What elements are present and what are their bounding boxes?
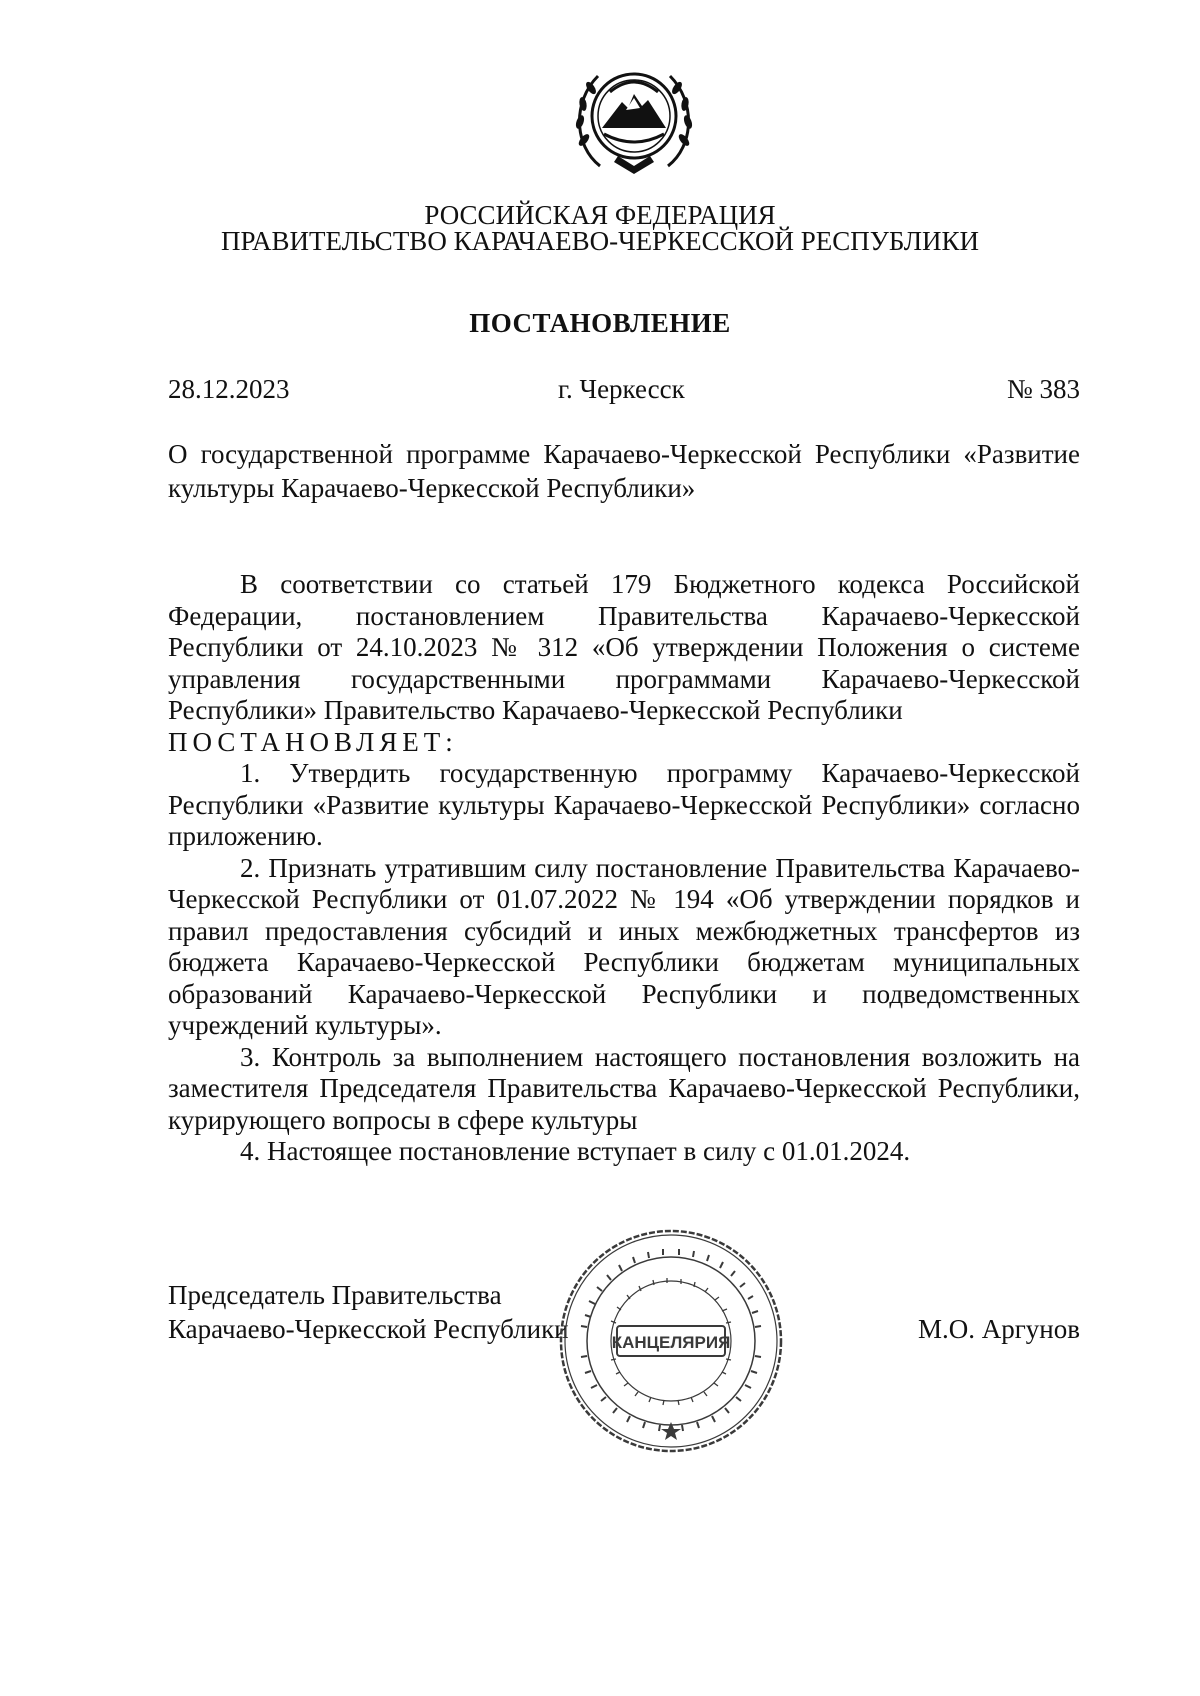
official-seal-icon	[555, 1225, 787, 1457]
seal-center-text: КАНЦЕЛЯРИЯ	[611, 1333, 731, 1352]
resolution-item: 2. Признать утратившим силу постановление Правительства Карачаево-Черкесской Республики от 01.07.2022 № 194 «Об утверждении порядков и правил предоставления субсидий и иных межбюджетных трансфертов из бюджета Карачаево-Черкесской Республики бюджетам муниципальных образований Карачаево-Черкесской Республики и подведомственных учреждений культуры».	[168, 852, 1080, 1040]
signatory-position-line: Карачаево-Черкесской Республики	[168, 1314, 569, 1344]
header-country: РОССИЙСКАЯ ФЕДЕРАЦИЯ	[424, 200, 776, 230]
document-number: № 383	[1006, 374, 1080, 404]
document-subject: О государственной программе Карачаево-Черкесской Республики «Развитие культуры Карачаево-Черкесской Республики»	[168, 439, 1080, 503]
document-date: 28.12.2023	[168, 374, 290, 404]
document-city: г. Черкесск	[558, 374, 685, 404]
header-government: ПРАВИТЕЛЬСТВО КАРАЧАЕВО-ЧЕРКЕССКОЙ РЕСПУБЛИКИ	[220, 226, 980, 256]
preamble-paragraph: В соответствии со статьей 179 Бюджетного кодекса Российской Федерации, постановлением Правительства Карачаево-Черкесской Республики от 24.10.2023 № 312 «Об утверждении Положения о системе управления государственными программами Карачаево-Черкесской Республики» Правительство Карачаево-Черкесской Республики	[168, 569, 1080, 725]
signatory-position-line: Председатель Правительства	[168, 1280, 502, 1310]
signatory-position	[168, 1278, 569, 1346]
signatory-name: М.О. Аргунов	[917, 1314, 1080, 1344]
meta-row	[168, 374, 1080, 410]
resolves-heading: ПОСТАНОВЛЯЕТ:	[168, 726, 458, 757]
coat-of-arms-icon	[570, 58, 698, 186]
resolution-item: 4. Настоящее постановление вступает в силу с 01.01.2024.	[240, 1136, 911, 1166]
document-body	[168, 569, 1080, 1168]
resolution-item: 3. Контроль за выполнением настоящего постановления возложить на заместителя Председателя Правительства Карачаево-Черкесской Республики, курирующего вопросы в сфере культуры	[168, 1041, 1080, 1135]
doc-type-title: ПОСТАНОВЛЕНИЕ	[469, 308, 731, 338]
resolution-item: 1. Утвердить государственную программу Карачаево-Черкесской Республики «Развитие культуры Карачаево-Черкесской Республики» согласно приложению.	[168, 758, 1080, 851]
